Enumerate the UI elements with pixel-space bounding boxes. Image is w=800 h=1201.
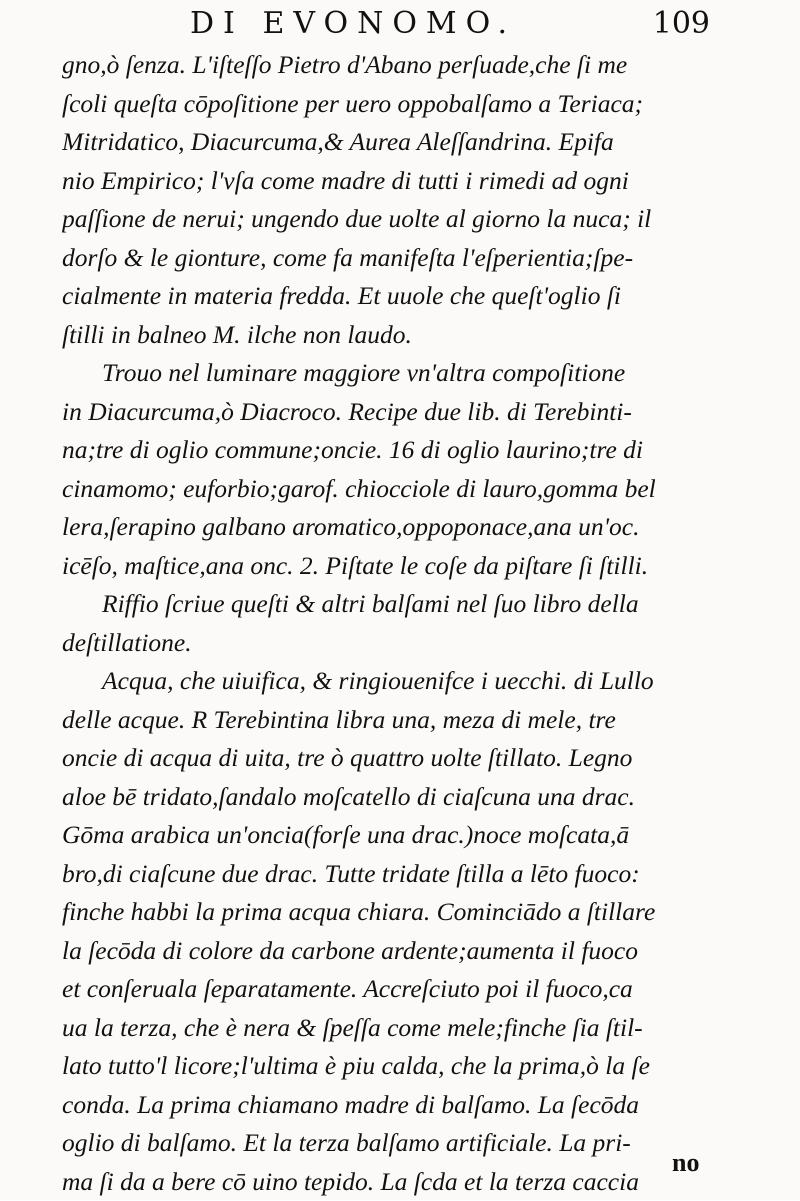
text-line: la ſecōda di colore da carbone ardente;aumenta il fuoco — [62, 932, 774, 971]
paragraph — [62, 354, 774, 585]
text-line: oglio di balſamo. Et la terza balſamo artificiale. La pri- — [62, 1124, 774, 1163]
text-line: cialmente in materia fredda. Et uuole che queſt'oglio ſi — [62, 277, 774, 316]
text-line: ua la terza, che è nera & ſpeſſa come mele;finche ſia ſtil- — [62, 1009, 774, 1048]
page-body — [62, 46, 774, 1201]
text-line: gno,ò ſenza. L'iſteſſo Pietro d'Abano perſuade,che ſi me — [62, 46, 774, 85]
paragraph — [62, 662, 774, 1201]
text-line: Acqua, che uiuifica, & ringiouenifce i uecchi. di Lullo — [62, 662, 774, 701]
catchword: no — [672, 1148, 699, 1178]
text-line: Mitridatico, Diacurcuma,& Aurea Aleſſandrina. Epifa — [62, 123, 774, 162]
running-title: DI EVONOMO. — [190, 6, 653, 41]
text-line: cinamomo; euforbio;garof. chiocciole di lauro,gomma bel — [62, 470, 774, 509]
text-line: aloe bē tridato,ſandalo moſcatello di ciaſcuna una drac. — [62, 778, 774, 817]
paragraph — [62, 585, 774, 662]
text-line: deſtillatione. — [62, 624, 774, 663]
text-line: ma ſi da a bere cō uino tepido. La ſcda et la terza caccia — [62, 1163, 774, 1201]
text-line: in Diacurcuma,ò Diacroco. Recipe due lib. di Terebinti- — [62, 393, 774, 432]
text-line: et conſeruala ſeparatamente. Accreſciuto poi il fuoco,ca — [62, 970, 774, 1009]
text-line: lato tutto'l licore;l'ultima è piu calda, che la prima,ò la ſe — [62, 1047, 774, 1086]
text-line: Riffio ſcriue queſti & altri balſami nel ſuo libro della — [62, 585, 774, 624]
text-line: conda. La prima chiamano madre di balſamo. La ſecōda — [62, 1086, 774, 1125]
text-line: Gōma arabica un'oncia(forſe una drac.)noce moſcata,ā — [62, 816, 774, 855]
text-line: paſſione de nerui; ungendo due uolte al giorno la nuca; il — [62, 200, 774, 239]
text-line: dorſo & le gionture, come fa manifeſta l'eſperientia;ſpe- — [62, 239, 774, 278]
text-line: ſcoli queſta cōpoſitione per uero oppobalſamo a Teriaca; — [62, 85, 774, 124]
running-header — [190, 6, 710, 46]
page-number: 109 — [653, 6, 710, 41]
paragraph — [62, 46, 774, 354]
text-line: ſtilli in balneo M. ilche non laudo. — [62, 316, 774, 355]
text-line: bro,di ciaſcune due drac. Tutte tridate ſtilla a lēto fuoco: — [62, 855, 774, 894]
text-line: finche habbi la prima acqua chiara. Cominciādo a ſtillare — [62, 893, 774, 932]
text-line: lera,ſerapino galbano aromatico,oppoponace,ana un'oc. — [62, 508, 774, 547]
text-line: nio Empirico; l'vſa come madre di tutti i rimedi ad ogni — [62, 162, 774, 201]
text-line: oncie di acqua di uita, tre ò quattro uolte ſtillato. Legno — [62, 739, 774, 778]
text-line: icēſo, maſtice,ana onc. 2. Piſtate le coſe da piſtare ſi ſtilli. — [62, 547, 774, 586]
text-line: na;tre di oglio commune;oncie. 16 di oglio laurino;tre di — [62, 431, 774, 470]
text-line: delle acque. R Terebintina libra una, meza di mele, tre — [62, 701, 774, 740]
text-line: Trouo nel luminare maggiore vn'altra compoſitione — [62, 354, 774, 393]
